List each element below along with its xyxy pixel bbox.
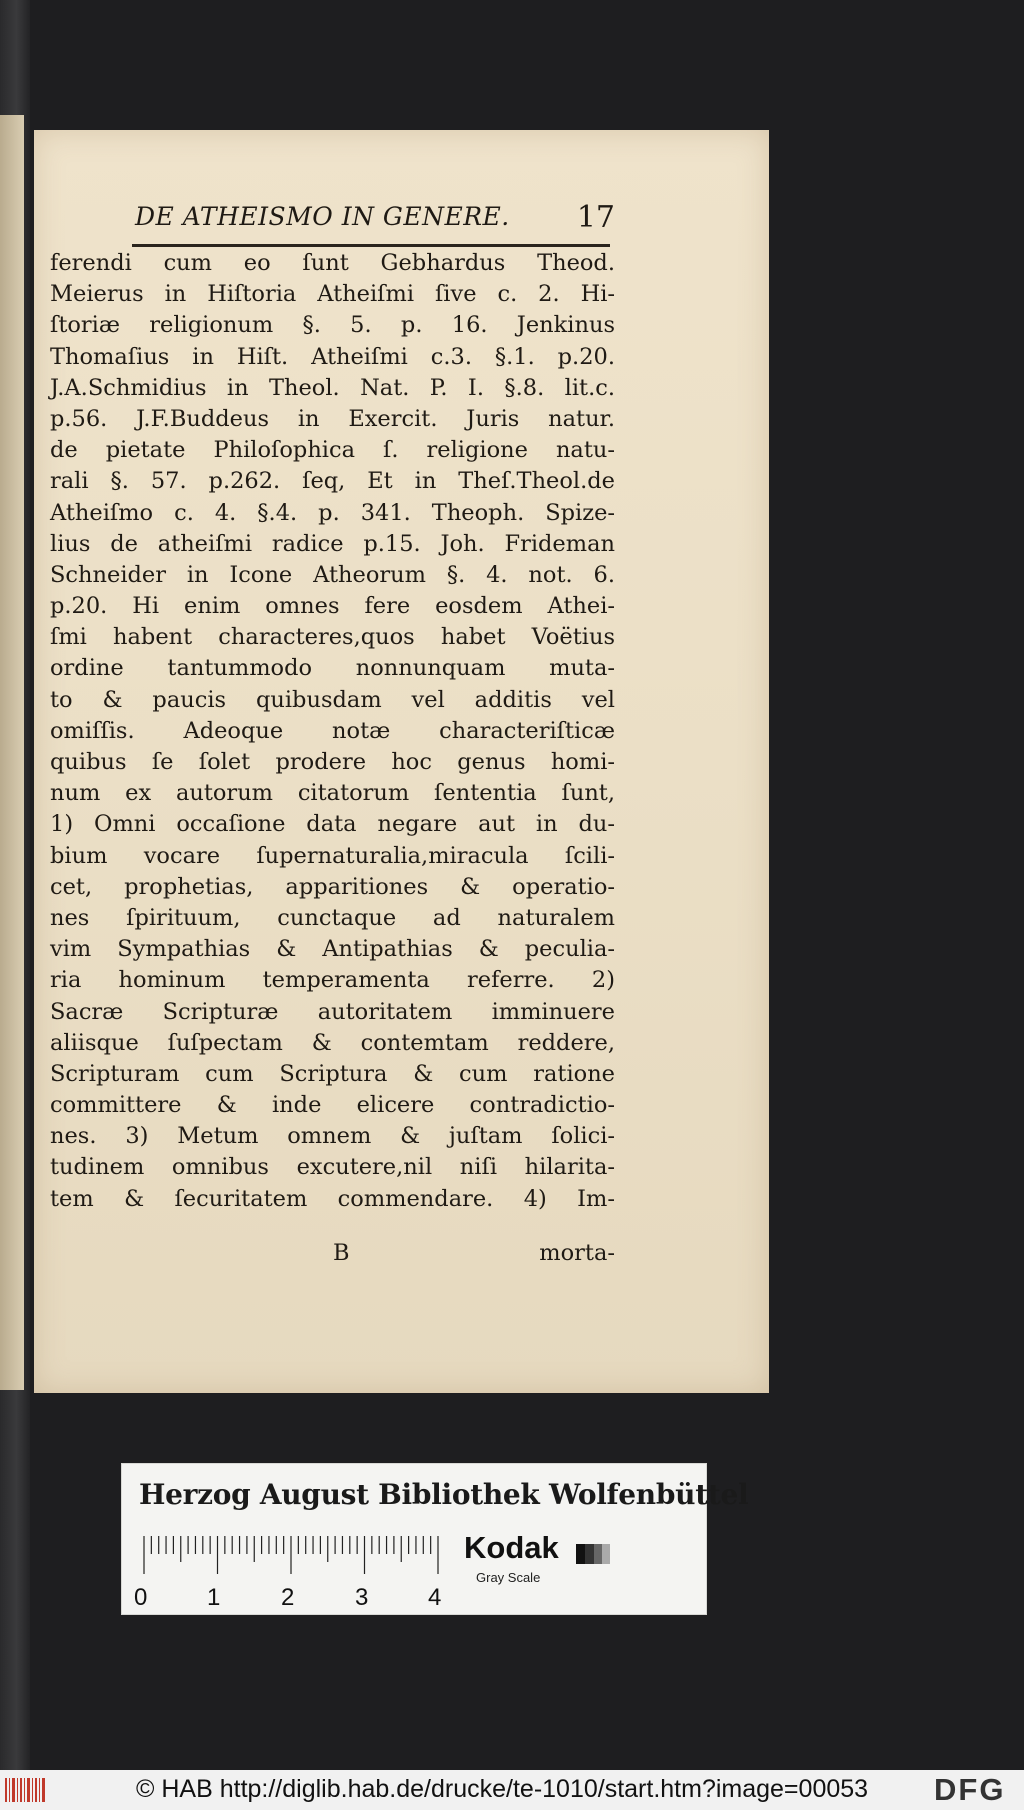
kodak-logo: Kodak	[464, 1530, 559, 1565]
body-text	[50, 248, 615, 1215]
barcode-icon	[4, 1776, 48, 1804]
text-line: aliisque ſuſpectam & contemtam reddere,	[50, 1029, 615, 1056]
running-head: DE ATHEISMO IN GENERE.	[135, 202, 510, 231]
text-line: quibus ſe ſolet prodere hoc genus homi-	[50, 749, 615, 775]
previous-page-edge	[0, 115, 24, 1390]
text-line: cet, prophetias, apparitiones & operatio-	[50, 873, 615, 900]
text-line: Meierus in Hiſtoria Atheiſmi ſive c. 2. Hi-	[50, 281, 615, 308]
text-line: tem & ſecuritatem commendare. 4) Im-	[50, 1185, 615, 1212]
text-line: ria hominum temperamenta referre. 2)	[50, 967, 615, 994]
text-line: num ex autorum citatorum ſententia ſunt,	[50, 780, 615, 807]
signature-mark: B	[333, 1240, 350, 1266]
text-line: Schneider in Icone Atheorum §. 4. not. 6.	[50, 561, 615, 588]
text-line: ordine tantummodo nonnunquam muta-	[50, 655, 615, 682]
ruler-number: 2	[281, 1584, 295, 1611]
text-line: p.56. J.F.Buddeus in Exercit. Juris natur.	[50, 405, 615, 432]
footer-bar	[0, 1770, 1024, 1810]
text-line: 1) Omni occaſione data negare aut in du-	[50, 811, 615, 838]
page-number: 17	[576, 200, 615, 235]
color-calibration-strip	[121, 1463, 749, 1615]
text-line: bium vocare ſupernaturalia,miracula ſcili-	[50, 842, 615, 869]
kodak-subtitle: Gray Scale	[476, 1570, 541, 1585]
text-line: ſmi habent characteres,quos habet Voëtius	[50, 624, 615, 651]
page-header	[135, 202, 615, 238]
page-footer	[50, 1240, 615, 1274]
ruler-number: 3	[355, 1584, 369, 1611]
text-line: Thomaſius in Hiſt. Atheiſmi c.3. §.1. p.20.	[50, 343, 615, 370]
text-line: nes. 3) Metum omnem & juſtam ſolici-	[50, 1123, 615, 1150]
text-line: rali §. 57. p.262. ſeq, Et in Theſ.Theol.de	[50, 468, 615, 495]
text-line: ſtoriæ religionum §. 5. p. 16. Jenkinus	[50, 312, 615, 339]
text-line: vim Sympathias & Antipathias & peculia-	[50, 936, 615, 963]
header-rule	[132, 244, 610, 247]
text-line: Scripturam cum Scriptura & cum ratione	[50, 1060, 615, 1087]
text-line: tudinem omnibus excutere,nil niſi hilarita-	[50, 1154, 615, 1181]
copyright-url[interactable]: © HAB http://diglib.hab.de/drucke/te-1010/start.htm?image=00053	[136, 1775, 869, 1803]
gray-patch	[576, 1544, 610, 1564]
text-line: Atheiſmo c. 4. §.4. p. 341. Theoph. Spize-	[50, 499, 615, 526]
text-line: p.20. Hi enim omnes fere eosdem Athei-	[50, 593, 615, 620]
text-line: to & paucis quibusdam vel additis vel	[50, 686, 615, 713]
text-line: ferendi cum eo ſunt Gebhardus Theod.	[50, 250, 615, 276]
text-line: lius de atheiſmi radice p.15. Joh. Frideman	[50, 530, 615, 557]
book-page	[34, 130, 769, 1393]
ruler-number: 4	[428, 1584, 442, 1611]
dfg-logo: DFG	[934, 1772, 1006, 1807]
library-name: Herzog August Bibliothek Wolfenbüttel	[139, 1478, 749, 1511]
ruler-number: 0	[134, 1584, 148, 1611]
text-line: omiſſis. Adeoque notæ characteriſticæ	[50, 717, 615, 744]
text-line: committere & inde elicere contradictio-	[50, 1092, 615, 1119]
text-line: Sacræ Scripturæ autoritatem imminuere	[50, 998, 615, 1025]
ruler-numbers	[134, 1584, 474, 1610]
ruler-scale	[140, 1536, 440, 1576]
text-line: de pietate Philoſophica ſ. religione natu-	[50, 437, 615, 464]
ruler-number: 1	[207, 1584, 221, 1611]
text-line: nes ſpirituum, cunctaque ad naturalem	[50, 904, 615, 931]
catchword: morta-	[539, 1240, 615, 1266]
text-line: J.A.Schmidius in Theol. Nat. P. I. §.8. lit.c.	[50, 374, 615, 401]
